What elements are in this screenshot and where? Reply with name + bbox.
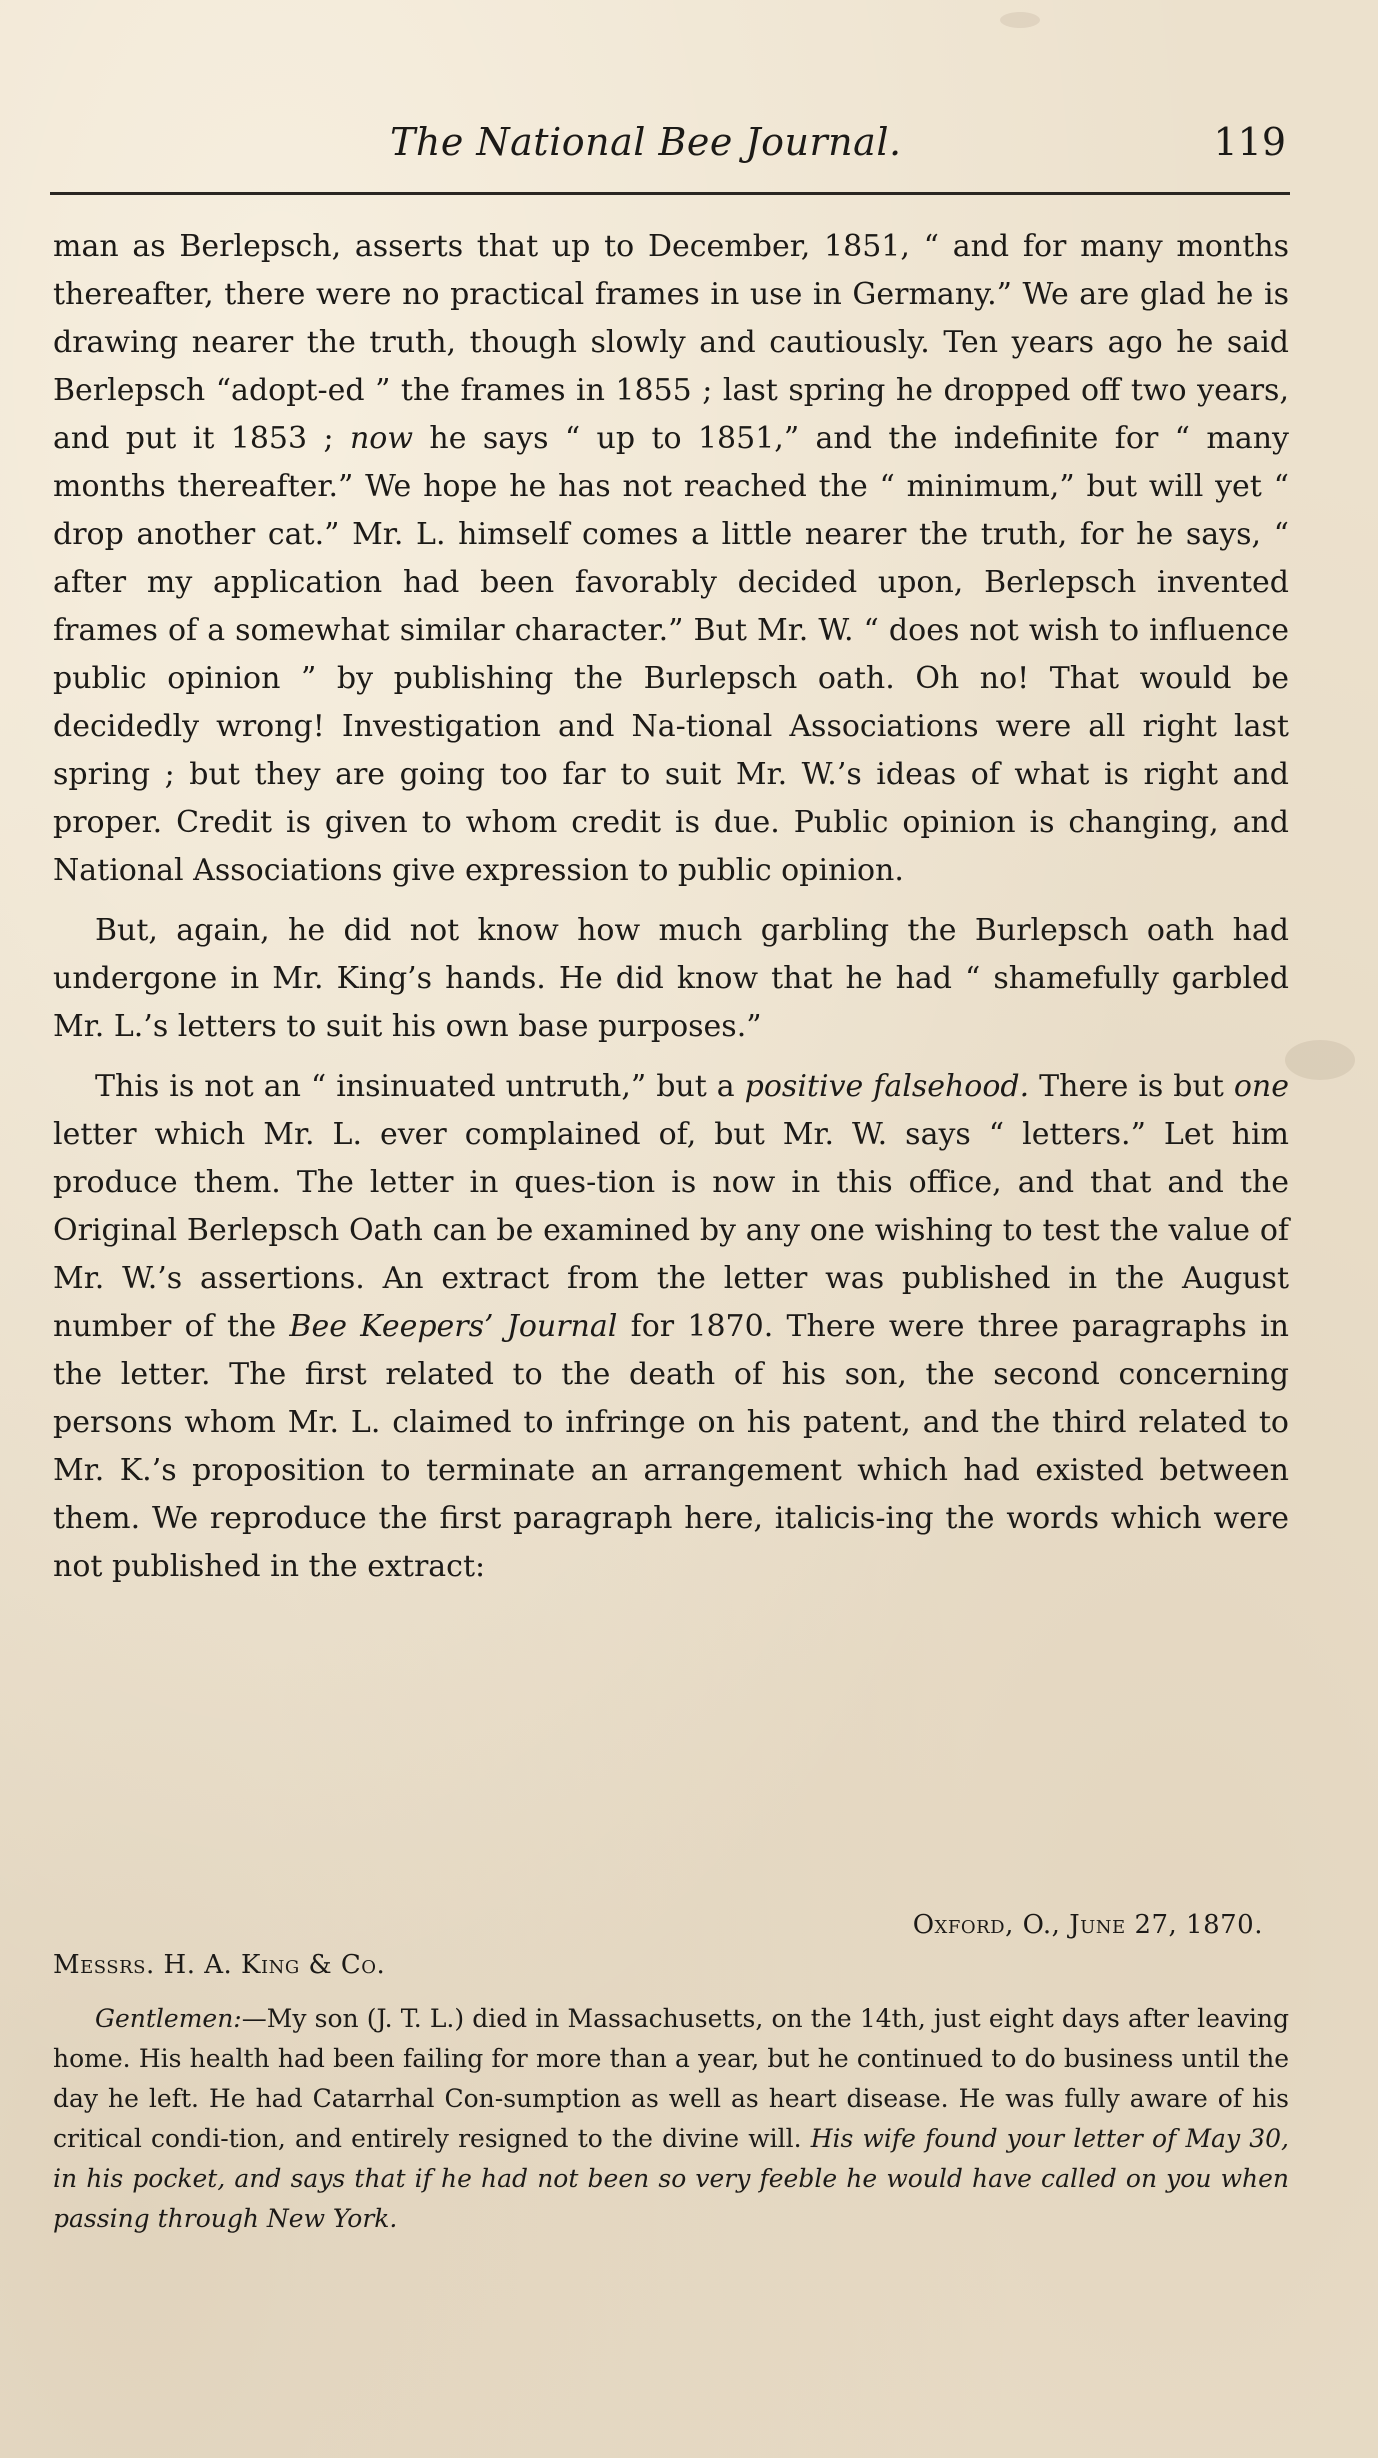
letter-dateline: Oxford, O., June 27, 1870. (912, 1910, 1263, 1940)
letter-addressee: Messrs. H. A. King & Co. (53, 1950, 386, 1980)
paragraph-text: This is not an “ insinuated untruth,” but a (95, 1069, 745, 1104)
paper-stain (1000, 12, 1040, 28)
emphasis-text: positive falsehood. (744, 1069, 1030, 1104)
journal-title: The National Bee Journal. (390, 120, 902, 164)
running-head (0, 110, 1378, 170)
paragraph-text: letter which Mr. L. ever complained of, but Mr. W. says “ letters.” Let him produce them. The letter in ques-tion is now in this office, and that and the Original Berlepsch Oath can be examined by any one wishing to test the value of Mr. W.’s assertions. An extract from the letter was published in the August number of the (53, 1117, 1289, 1344)
header-rule (50, 192, 1290, 195)
paragraph (53, 1063, 1289, 1591)
paragraph-text: There is but (1029, 1069, 1234, 1104)
page-number: 119 (1213, 120, 1286, 164)
paragraph (53, 907, 1289, 1051)
emphasis-text: Bee Keepers’ Journal (289, 1309, 618, 1344)
quoted-letter (53, 1905, 1289, 2239)
emphasis-text: now (349, 421, 414, 456)
letter-salutation: Gentlemen: (95, 2004, 242, 2033)
emphasis-text: one (1233, 1069, 1289, 1104)
letter-body (53, 1999, 1289, 2239)
paragraph (53, 223, 1289, 895)
paragraph-text: man as Berlepsch, asserts that up to December, 1851, “ and for many months thereafter, there were no practical frames in use in Germany.” We are glad he is drawing nearer the truth, though slowly and cautiously. Ten years ago he said Berlepsch “adopt-ed ” the frames in 1855 ; last spring he dropped off two years, and put it 1853 ; (53, 229, 1289, 456)
paper-stain (1285, 1040, 1355, 1080)
article-body (53, 223, 1289, 1603)
paragraph-text: But, again, he did not know how much garbling the Burlepsch oath had undergone in Mr. King’s hands. He did know that he had “ shamefully garbled Mr. L.’s letters to suit his own base purposes.” (53, 913, 1289, 1044)
paragraph-text: for 1870. There were three paragraphs in the letter. The first related to the death of his son, the second concerning persons whom Mr. L. claimed to infringe on his patent, and the third related to Mr. K.’s proposition to terminate an arrangement which had existed between them. We reproduce the first paragraph here, italicis-ing the words which were not published in the extract: (53, 1309, 1289, 1584)
paragraph-text: he says “ up to 1851,” and the indefinite for “ many months thereafter.” We hope he has not reached the “ minimum,” but will yet “ drop another cat.” Mr. L. himself comes a little nearer the truth, for he says, “ after my application had been favorably decided upon, Berlepsch invented frames of a somewhat similar character.” But Mr. W. “ does not wish to influence public opinion ” by publishing the Burlepsch oath. Oh no! That would be decidedly wrong! Investigation and Na-tional Associations were all right last spring ; but they are going too far to suit Mr. W.’s ideas of what is right and proper. Credit is given to whom credit is due. Public opinion is changing, and National Associations give expression to public opinion. (53, 421, 1289, 888)
letter-italic-text: His wife found your letter of May 30, in his pocket, and says that if he had not been so very feeble he would have called on you when passing through New York. (53, 2124, 1289, 2233)
letter-text: —My son (J. T. L.) died in Massachusetts, on the 14th, just eight days after leaving home. His health had been failing for more than a year, but he continued to do business until the day he left. He had Catarrhal Con-sumption as well as heart disease. He was fully aware of his critical condi-tion, and entirely resigned to the divine will. (53, 2004, 1289, 2153)
